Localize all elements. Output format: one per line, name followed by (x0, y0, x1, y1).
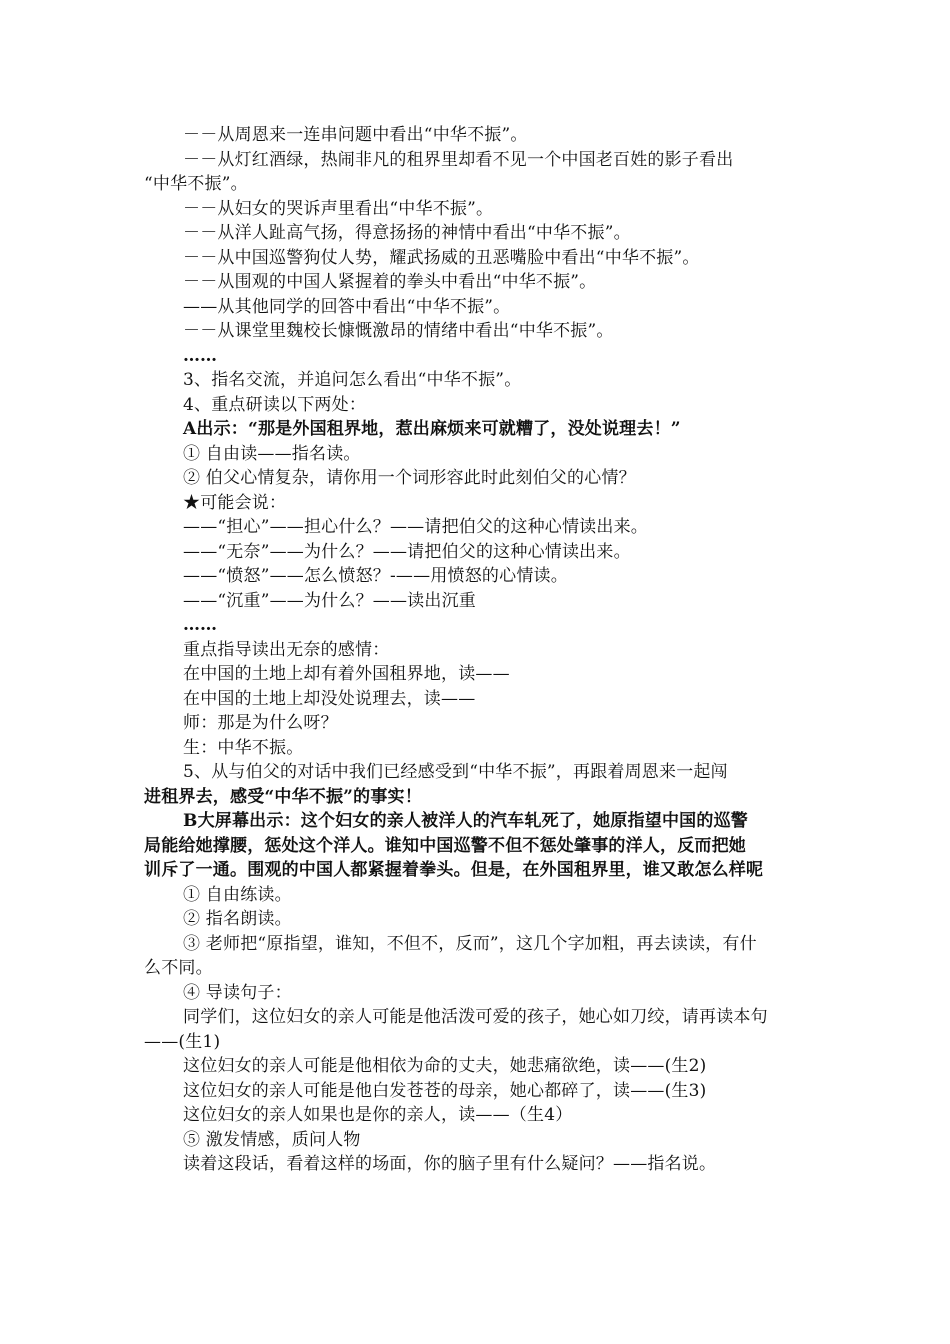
text-line: ——(生1) (144, 1031, 221, 1052)
text-line: 读着这段话，看着这样的场面，你的脑子里有什么疑问？——指名说。 (183, 1154, 717, 1174)
quote-b: 训斥了一通。围观的中国人都紧握着拳头。但是，在外国租界里，谁又敢怎么样呢 (144, 860, 764, 880)
text-line: ——“无奈”——为什么？——请把伯父的这种心情读出来。 (183, 541, 631, 562)
text-line: ——从其他同学的回答中看出“中华不振”。 (183, 296, 511, 317)
text-line: 进租界去，感受“中华不振”的事实！ (144, 786, 422, 807)
text-line: －－从妇女的哭诉声里看出“中华不振”。 (183, 198, 494, 219)
text-line: ① 自由练读。 (183, 884, 292, 905)
step-heading: 5、从与伯父的对话中我们已经感受到“中华不振”，再跟着周恩来一起闯 (183, 762, 728, 782)
text-line: 么不同。 (144, 958, 213, 978)
text-line: ④ 导读句子： (183, 982, 292, 1003)
ellipsis: …… (183, 615, 217, 635)
text-line: ——“沉重”——为什么？——读出沉重 (183, 590, 476, 611)
text-line: ——“担心”——担心什么？——请把伯父的这种心情读出来。 (183, 517, 648, 537)
text-line: －－从中国巡警狗仗人势，耀武扬威的丑恶嘴脸中看出“中华不振”。 (183, 247, 700, 268)
text-line: 在中国的土地上却没处说理去，读—— (183, 688, 476, 709)
text-line: 师：那是为什么呀？ (183, 713, 338, 733)
text-line: ② 伯父心情复杂，请你用一个词形容此时此刻伯父的心情？ (183, 468, 636, 488)
text-line: 这位妇女的亲人如果也是你的亲人，读——（生4） (183, 1105, 573, 1125)
text-line: －－从洋人趾高气扬，得意扬扬的神情中看出“中华不振”。 (183, 223, 631, 243)
text-line: ⑤ 激发情感，质问人物 (183, 1129, 361, 1150)
quote-b: 局能给她撑腰，惩处这个洋人。谁知中国巡警不但不惩处肇事的洋人，反而把她 (144, 835, 746, 856)
step-heading: 4、重点研读以下两处： (183, 394, 367, 415)
text-line: －－从灯红酒绿，热闹非凡的租界里却看不见一个中国老百姓的影子看出 (183, 149, 734, 170)
quote-b: B大屏幕出示：这个妇女的亲人被洋人的汽车轧死了，她原指望中国的巡警 (183, 811, 748, 831)
text-line: 在中国的土地上却有着外国租界地，读—— (183, 664, 510, 684)
text-line: ★可能会说： (183, 492, 287, 513)
text-line: －－从围观的中国人紧握着的拳头中看出“中华不振”。 (183, 272, 597, 292)
text-line: 生：中华不振。 (183, 737, 304, 758)
text-line: 重点指导读出无奈的感情： (183, 639, 390, 660)
text-line: ② 指名朗读。 (183, 909, 292, 929)
text-line: 这位妇女的亲人可能是他相依为命的丈夫，她悲痛欲绝，读——(生2) (183, 1056, 707, 1076)
text-line: －－从课堂里魏校长慷慨激昂的情绪中看出“中华不振”。 (183, 321, 614, 341)
text-line: 同学们，这位妇女的亲人可能是他活泼可爱的孩子，她心如刀绞，请再读本句 (183, 1007, 768, 1027)
text-line: －－从周恩来一连串问题中看出“中华不振”。 (183, 125, 528, 145)
text-line: “中华不振”。 (144, 174, 248, 194)
document-body (144, 123, 812, 1177)
text-line: ① 自由读——指名读。 (183, 443, 361, 464)
text-line: ③ 老师把“原指望，谁知，不但不，反而”，这几个字加粗，再去读读，有什 (183, 933, 757, 954)
text-line: ——“愤怒”——怎么愤怒？-——用愤怒的心情读。 (183, 566, 568, 586)
text-line: 这位妇女的亲人可能是他白发苍苍的母亲，她心都碎了，读——(生3) (183, 1080, 707, 1101)
ellipsis: …… (183, 345, 217, 366)
step-heading: 3、指名交流，并追问怎么看出“中华不振”。 (183, 370, 522, 390)
quote-a: A出示：“那是外国租界地，惹出麻烦来可就糟了，没处说理去！” (183, 419, 681, 439)
